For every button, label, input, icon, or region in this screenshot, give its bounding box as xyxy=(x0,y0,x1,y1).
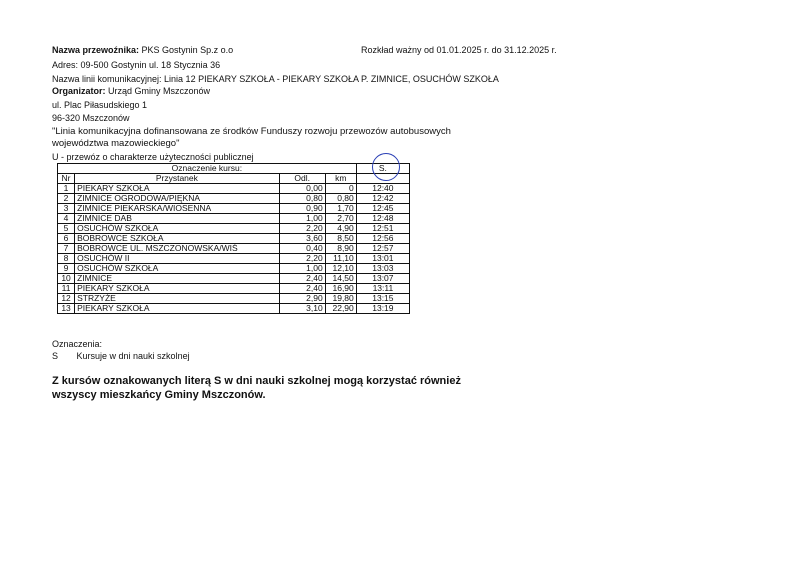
cumulative-km: 8,50 xyxy=(325,234,356,244)
organizer-label: Organizator: xyxy=(52,86,106,96)
distance: 1,00 xyxy=(279,264,325,274)
departure-time: 13:07 xyxy=(356,274,409,284)
col-odl-header: Odl. xyxy=(279,174,325,184)
row-number: 5 xyxy=(58,224,75,234)
cumulative-km: 2,70 xyxy=(325,214,356,224)
table-row xyxy=(58,214,410,224)
course-label: Oznaczenie kursu: xyxy=(58,164,357,174)
validity-period: Rozkład ważny od 01.01.2025 r. do 31.12.2025 r. xyxy=(361,45,557,55)
legend-code: S xyxy=(52,351,59,361)
row-number: 8 xyxy=(58,254,75,264)
col-stop-header: Przystanek xyxy=(75,174,280,184)
organizer xyxy=(52,86,210,97)
organizer-value: Urząd Gminy Mszczonów xyxy=(108,86,211,96)
table-row xyxy=(58,204,410,214)
cumulative-km: 12,10 xyxy=(325,264,356,274)
carrier-value: PKS Gostynin Sp.z o.o xyxy=(141,45,234,55)
cumulative-km: 4,90 xyxy=(325,224,356,234)
distance: 0,90 xyxy=(279,204,325,214)
row-number: 12 xyxy=(58,294,75,304)
cumulative-km: 16,90 xyxy=(325,284,356,294)
distance: 2,40 xyxy=(279,284,325,294)
legend-row xyxy=(52,351,190,362)
funding-note-line2: województwa mazowieckiego" xyxy=(52,138,180,149)
distance: 0,00 xyxy=(279,184,325,194)
cumulative-km: 0,80 xyxy=(325,194,356,204)
table-row xyxy=(58,194,410,204)
departure-time: 13:01 xyxy=(356,254,409,264)
stop-name: OSUCHÓW II xyxy=(75,254,280,264)
table-row xyxy=(58,224,410,234)
notice-line1: Z kursów oznakowanych literą S w dni nauki szkolnej mogą korzystać również xyxy=(52,375,461,387)
col-nr-header: Nr xyxy=(58,174,75,184)
column-header-row xyxy=(58,174,410,184)
table-row xyxy=(58,234,410,244)
organizer-city: 96-320 Mszczonów xyxy=(52,113,130,123)
stop-name: BOBROWCE UL. MSZCZONOWSKA/WIŚ xyxy=(75,244,280,254)
stop-name: PIEKARY SZKOŁA xyxy=(75,284,280,294)
table-row xyxy=(58,264,410,274)
col-km-header: km xyxy=(325,174,356,184)
distance: 2,90 xyxy=(279,294,325,304)
distance: 2,20 xyxy=(279,224,325,234)
carrier-address: Adres: 09-500 Gostynin ul. 18 Stycznia 36 xyxy=(52,60,221,70)
departure-time: 13:15 xyxy=(356,294,409,304)
cumulative-km: 11,10 xyxy=(325,254,356,264)
stop-name: OSUCHÓW SZKOŁA xyxy=(75,264,280,274)
course-header-row xyxy=(58,164,410,174)
table-row xyxy=(58,244,410,254)
distance: 0,40 xyxy=(279,244,325,254)
carrier-label: Nazwa przewoźnika: xyxy=(52,45,140,55)
departure-time: 12:48 xyxy=(356,214,409,224)
departure-time: 13:19 xyxy=(356,304,409,314)
departure-time: 13:03 xyxy=(356,264,409,274)
row-number: 10 xyxy=(58,274,75,284)
cumulative-km: 19,80 xyxy=(325,294,356,304)
public-service-note: U - przewóz o charakterze użyteczności publicznej xyxy=(52,152,254,162)
row-number: 13 xyxy=(58,304,75,314)
stop-name: PIEKARY SZKOŁA xyxy=(75,184,280,194)
distance: 0,80 xyxy=(279,194,325,204)
row-number: 6 xyxy=(58,234,75,244)
distance: 2,20 xyxy=(279,254,325,264)
departure-time: 13:11 xyxy=(356,284,409,294)
departure-time: 12:40 xyxy=(356,184,409,194)
course-circle-mark xyxy=(372,153,400,181)
departure-time: 12:51 xyxy=(356,224,409,234)
stop-name: ZIMNICE OGRODOWA/PIĘKNA xyxy=(75,194,280,204)
distance: 2,40 xyxy=(279,274,325,284)
timetable-table xyxy=(57,163,410,314)
course-code: S. xyxy=(356,164,409,174)
funding-note-line1: "Linia komunikacyjna dofinansowana ze środków Funduszy rozwoju przewozów autobusowych xyxy=(52,126,451,137)
departure-time: 12:56 xyxy=(356,234,409,244)
stop-name: OSUCHÓW SZKOŁA xyxy=(75,224,280,234)
row-number: 9 xyxy=(58,264,75,274)
table-row xyxy=(58,184,410,194)
cumulative-km: 8,90 xyxy=(325,244,356,254)
cumulative-km: 22,90 xyxy=(325,304,356,314)
row-number: 4 xyxy=(58,214,75,224)
organizer-street: ul. Plac Piłasudskiego 1 xyxy=(52,100,148,110)
line-name: Nazwa linii komunikacyjnej: Linia 12 PIEKARY SZKOŁA - PIEKARY SZKOŁA P. ZIMNICE, OSUCHÓW SZKOŁA xyxy=(52,74,499,84)
table-row xyxy=(58,294,410,304)
table-row xyxy=(58,304,410,314)
stop-name: ZIMNICE DAB xyxy=(75,214,280,224)
row-number: 3 xyxy=(58,204,75,214)
distance: 3,10 xyxy=(279,304,325,314)
departure-time: 12:42 xyxy=(356,194,409,204)
cumulative-km: 14,50 xyxy=(325,274,356,284)
stop-name: PIEKARY SZKOŁA xyxy=(75,304,280,314)
stop-name: ZIMNICE PIEKARSKA/WIOSENNA xyxy=(75,204,280,214)
carrier xyxy=(52,45,233,56)
row-number: 11 xyxy=(58,284,75,294)
table-row xyxy=(58,284,410,294)
stop-name: ZIMNICE xyxy=(75,274,280,284)
table-row xyxy=(58,274,410,284)
table-row xyxy=(58,254,410,264)
cumulative-km: 1,70 xyxy=(325,204,356,214)
row-number: 1 xyxy=(58,184,75,194)
distance: 1,00 xyxy=(279,214,325,224)
legend-title: Oznaczenia: xyxy=(52,339,103,349)
notice-line2: wszyscy mieszkańcy Gminy Mszczonów. xyxy=(52,389,266,401)
departure-time: 12:45 xyxy=(356,204,409,214)
departure-time: 12:57 xyxy=(356,244,409,254)
cumulative-km: 0 xyxy=(325,184,356,194)
row-number: 2 xyxy=(58,194,75,204)
stop-name: STRZYŻE xyxy=(75,294,280,304)
stop-name: BOBROWCE SZKOŁA xyxy=(75,234,280,244)
distance: 3,60 xyxy=(279,234,325,244)
legend-desc: Kursuje w dni nauki szkolnej xyxy=(76,351,190,361)
row-number: 7 xyxy=(58,244,75,254)
